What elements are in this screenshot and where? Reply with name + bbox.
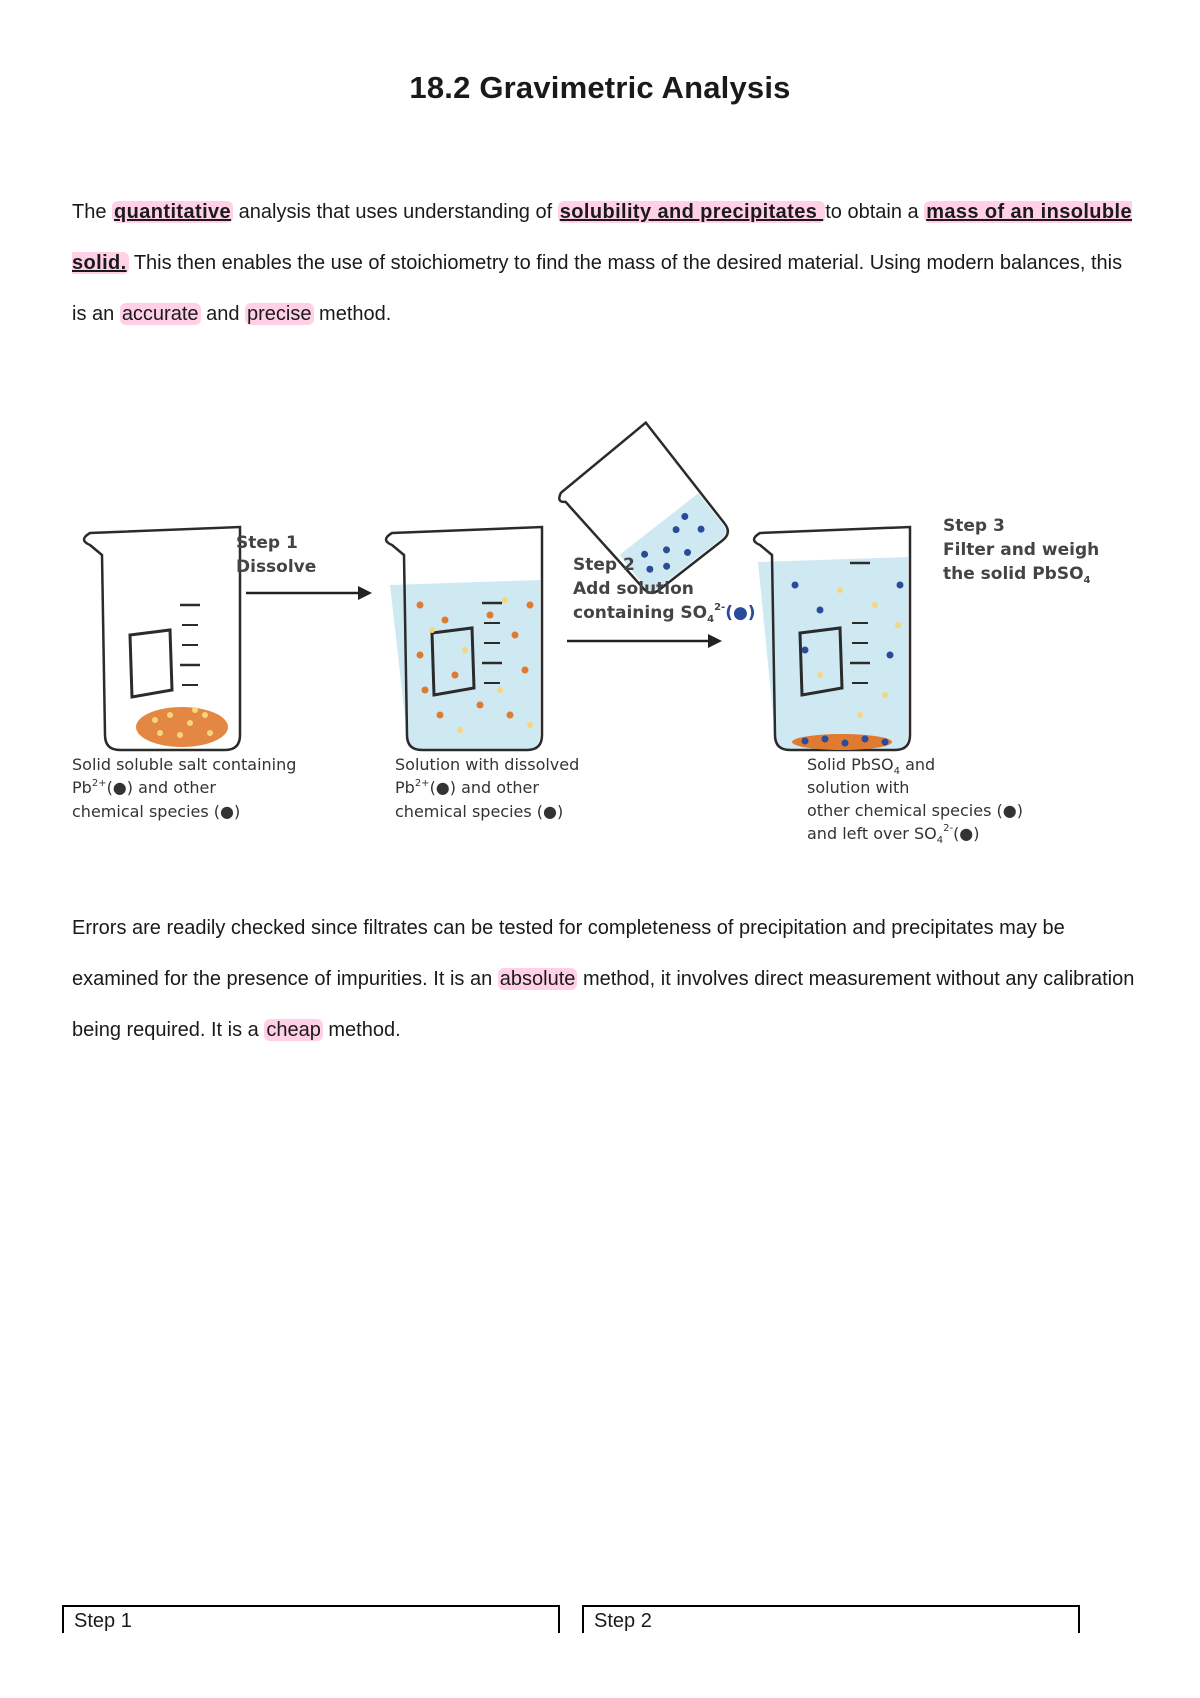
intro-paragraph — [72, 187, 1142, 340]
svg-text:Solid soluble salt containing: Solid soluble salt containing — [72, 755, 297, 774]
step2-line2: containing $SO_4^{2-}(●)$ — [573, 602, 756, 625]
step3-title: Step 3 — [943, 516, 1005, 536]
text-run: analysis that uses understanding of — [233, 201, 558, 223]
highlight-quantitative: quantitative — [114, 201, 232, 223]
svg-text:Pb2+(●) and other: $Pb^{2+}(●)$ and other — [72, 778, 216, 797]
svg-text:Solid PbSO4 and: Solid PbSO$_4$ and — [807, 755, 936, 777]
highlight-precise: precise — [247, 303, 312, 325]
svg-text:Pb2+(●) and other: $Pb^{2+}(●)$ and other — [395, 778, 539, 797]
step1-answer-box[interactable] — [62, 1605, 560, 1633]
gravimetric-diagram — [60, 415, 1150, 855]
caption-3 — [807, 755, 1023, 846]
caption-1 — [72, 755, 296, 821]
highlight-solubility: solubility and precipitates — [559, 201, 824, 223]
svg-text:solution with: solution with — [807, 778, 910, 797]
step2-line1: Add solution — [573, 579, 694, 599]
svg-text:chemical species (●): chemical species (●) — [72, 802, 241, 821]
step2-box-label: Step 2 — [594, 1610, 652, 1632]
step3-line1: Filter and weigh — [943, 540, 1100, 560]
highlight-cheap: cheap — [266, 1019, 321, 1041]
pouring-beaker — [555, 423, 732, 604]
text-run: method. — [322, 1019, 401, 1041]
beaker-2 — [386, 527, 542, 750]
caption-2 — [395, 755, 579, 821]
svg-text:Solution with dissolved: Solution with dissolved — [395, 755, 580, 774]
step3-line2: the solid PbSO$_4$ — [943, 564, 1091, 586]
text-run: method. — [313, 303, 392, 325]
highlight-mass: mass of an insoluble solid. — [72, 201, 1133, 274]
step1-title: Step 1 — [236, 533, 298, 553]
errors-paragraph — [72, 903, 1142, 1056]
text-run: to obtain a — [825, 201, 925, 223]
page-title: 18.2 Gravimetric Analysis — [409, 70, 791, 105]
text-run: The — [72, 201, 113, 223]
text-run: method, it involves direct measurement without any calibration being required. It is a — [72, 968, 1135, 1041]
text-run: and — [200, 303, 246, 325]
diagram-svg — [60, 415, 1150, 855]
beaker-1 — [84, 527, 240, 750]
beaker-3 — [754, 527, 910, 750]
step1-box-label: Step 1 — [74, 1610, 132, 1632]
highlight-accurate: accurate — [121, 303, 199, 325]
svg-text:chemical species (●): chemical species (●) — [395, 802, 564, 821]
highlight-absolute: absolute — [499, 968, 576, 990]
svg-text:other chemical species (●): other chemical species (●) — [807, 801, 1023, 820]
step2-answer-box[interactable] — [582, 1605, 1080, 1633]
svg-text:and left over SO42-(●): and left over $SO_4^{2-}(●)$ — [807, 823, 980, 846]
text-run: This then enables the use of stoichiometry to find the mass of the desired material. Using modern balances, this is an — [72, 252, 1123, 325]
step1-action: Dissolve — [236, 557, 317, 577]
text-run: Errors are readily checked since filtrates can be tested for completeness of precipitation and precipitates may be examined for the presence of impurities. It is an — [72, 917, 1065, 990]
step2-title: Step 2 — [573, 555, 635, 575]
